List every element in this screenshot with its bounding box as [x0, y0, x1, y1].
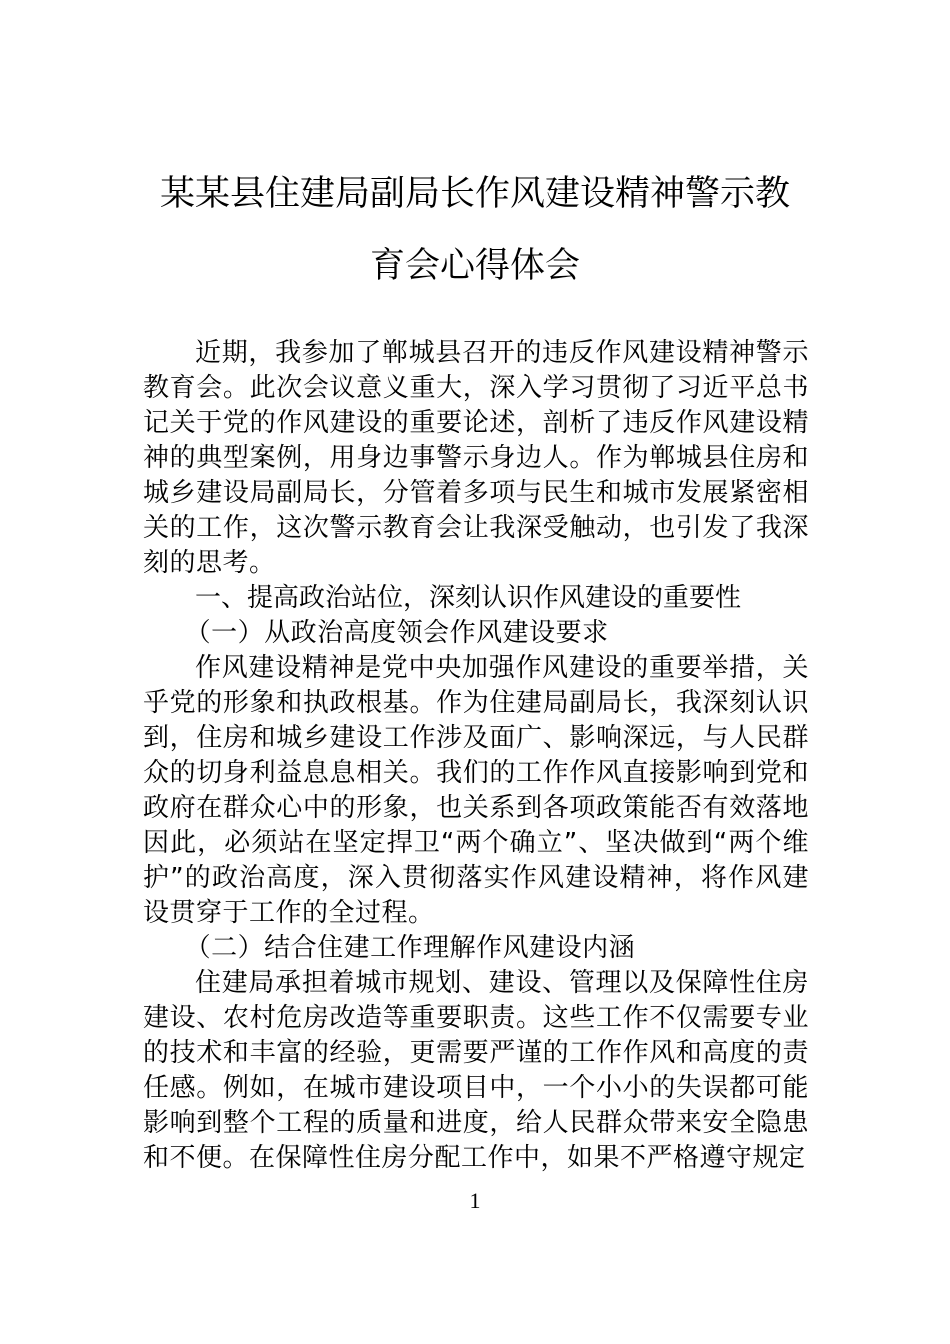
- section-heading-1: 一、提高政治站位，深刻认识作风建设的重要性: [195, 583, 742, 613]
- document-title: [140, 158, 810, 302]
- subsection-heading-2: （二）结合住建工作理解作风建设内涵: [184, 933, 636, 963]
- subsection-heading-1: （一）从政治高度领会作风建设要求: [184, 618, 609, 648]
- body-paragraph-2: 住建局承担着城市规划、建设、管理以及保障性住房建设、农村危房改造等重要职责。这些工作不仅需要专业的技术和丰富的经验，更需要严谨的工作作风和高度的责任感。例如，在城市建设项目中，一个小小的失误都可能影响到整个工程的质量和进度，给人民群众带来安全隐患和不便。在保障性住房分配工作中，如果不严格遵守规定: [143, 968, 809, 1173]
- title-line-2: 育会心得体会: [369, 246, 580, 286]
- page-number: 1: [469, 1188, 481, 1213]
- body-paragraph-1: 作风建设精神是党中央加强作风建设的重要举措，关乎党的形象和执政根基。作为住建局副局长，我深刻认识到，住房和城乡建设工作涉及面广、影响深远，与人民群众的切身利益息息相关。我们的工作作风直接影响到党和政府在群众心中的形象，也关系到各项政策能否有效落地因此，必须站在坚定捍卫“两个确立”、坚决做到“两个维护”的政治高度，深入贯彻落实作风建设精神，将作风建设贯穿于工作的全过程。: [143, 653, 809, 928]
- intro-paragraph: 近期，我参加了郸城县召开的违反作风建设精神警示教育会。此次会议意义重大，深入学习贯彻了习近平总书记关于党的作风建设的重要论述，剖析了违反作风建设精神的典型案例，用身边事警示身边人。作为郸城县住房和城乡建设局副局长，分管着多项与民生和城市发展紧密相关的工作，这次警示教育会让我深受触动，也引发了我深刻的思考。: [143, 338, 809, 578]
- document-body: [143, 336, 809, 1176]
- title-line-1: 某某县住建局副局长作风建设精神警示教: [159, 174, 790, 214]
